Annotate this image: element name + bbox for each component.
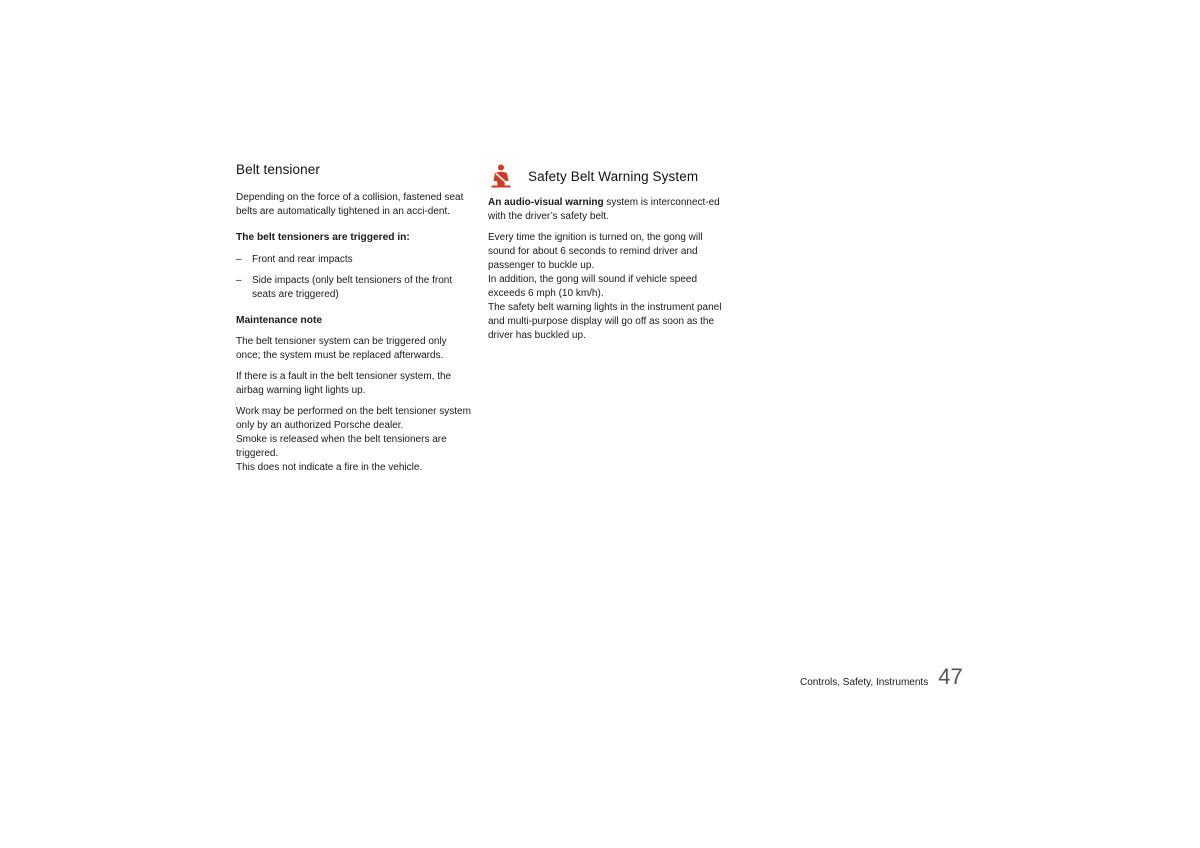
page-number: 47	[938, 664, 963, 689]
warning-line: Every time the ignition is turned on, the gong will sound for about 6 seconds to remind driver and passenger to buckle up.	[488, 232, 703, 271]
bullet-text: Side impacts (only belt tensioners of the front seats are triggered)	[252, 275, 453, 300]
triggered-heading: The belt tensioners are triggered in:	[236, 232, 410, 243]
maintenance-line: Smoke is released when the belt tensioners are triggered.	[236, 434, 447, 459]
warning-line: In addition, the gong will sound if vehicle speed exceeds 6 mph (10 km/h).	[488, 274, 698, 299]
page-footer	[800, 662, 980, 690]
maintenance-heading: Maintenance note	[236, 315, 323, 326]
bullet-marker: –	[236, 275, 242, 286]
maintenance-line: Work may be performed on the belt tensioner system only by an authorized Porsche dealer.	[236, 406, 471, 431]
right-column	[488, 162, 728, 343]
lead-bold: An audio-visual warning	[488, 197, 604, 208]
lead-rest: system is interconnect-ed with the driver’s safety belt.	[488, 197, 720, 222]
bullet-marker: –	[236, 254, 242, 265]
safety-belt-warning-title: Safety Belt Warning System	[528, 168, 699, 184]
seatbelt-warning-icon	[491, 164, 511, 188]
footer-section-label: Controls, Safety, Instruments	[800, 677, 929, 688]
bullet-text: Front and rear impacts	[252, 254, 353, 265]
maintenance-line: This does not indicate a fire in the vehicle.	[236, 462, 423, 473]
belt-tensioner-title: Belt tensioner	[236, 162, 320, 177]
section-header	[488, 162, 728, 190]
lead-paragraph	[488, 196, 728, 224]
left-column	[236, 162, 472, 475]
maintenance-paragraph: The belt tensioner system can be triggered only once; the system must be replaced afterwards.	[236, 336, 447, 361]
bullet-item	[236, 253, 472, 267]
maintenance-paragraph: If there is a fault in the belt tensioner system, the airbag warning light lights up.	[236, 371, 452, 396]
bullet-item	[236, 274, 472, 302]
belt-tensioner-intro: Depending on the force of a collision, fastened seat belts are automatically tightened in an acci-dent.	[236, 192, 464, 217]
warning-line: The safety belt warning lights in the instrument panel and multi-purpose display will go off as soon as the driver has buckled up.	[488, 302, 722, 341]
